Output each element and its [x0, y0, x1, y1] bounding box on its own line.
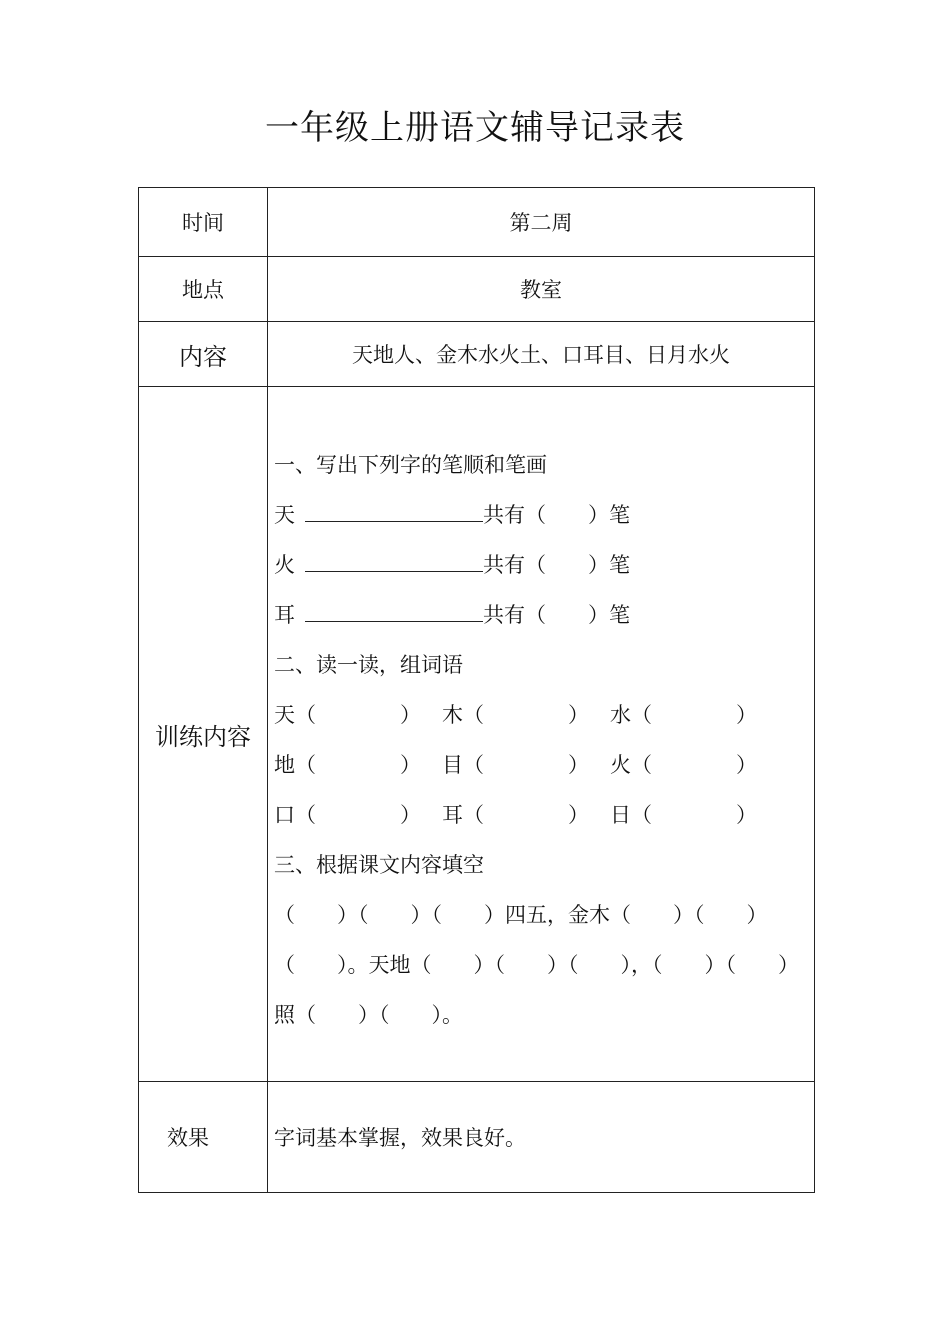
stroke-order-blank[interactable] — [305, 491, 483, 522]
section1-heading: 一、写出下列字的笔顺和笔画 — [274, 453, 547, 477]
word-blank: 火（ ） — [610, 753, 757, 777]
word-blank: 耳（ ） — [442, 803, 589, 827]
stroke-order-blank[interactable] — [305, 541, 483, 572]
stroke-count-text: 共有（ ）笔 — [483, 553, 630, 577]
stroke-item — [274, 590, 814, 640]
section3-heading: 三、根据课文内容填空 — [274, 853, 484, 877]
stroke-count-text: 共有（ ）笔 — [483, 603, 630, 627]
word-blank: 日（ ） — [610, 803, 757, 827]
record-table — [138, 187, 815, 1193]
row-effect — [139, 1082, 815, 1193]
time-label: 时间 — [139, 188, 268, 257]
word-row — [274, 740, 814, 790]
training-body — [274, 440, 814, 1040]
row-content — [139, 322, 815, 387]
fill-line: （ ）（ ）（ ）四五，金木（ ）（ ） — [274, 903, 768, 927]
stroke-count-text: 共有（ ）笔 — [483, 503, 630, 527]
word-blank: 地（ ） — [274, 753, 421, 777]
word-blank: 天（ ） — [274, 703, 421, 727]
time-value: 第二周 — [268, 188, 815, 257]
word-row — [274, 790, 814, 840]
fill-line: 照（ ）（ ）。 — [274, 1003, 463, 1027]
row-time — [139, 188, 815, 257]
training-label: 训练内容 — [139, 387, 268, 1082]
fill-line: （ ）。天地（ ）（ ）（ ），（ ）（ ） — [274, 953, 799, 977]
row-place — [139, 257, 815, 322]
page-title: 一年级上册语文辅导记录表 — [265, 108, 685, 148]
place-label: 地点 — [139, 257, 268, 322]
stroke-item — [274, 490, 814, 540]
section2-heading: 二、读一读，组词语 — [274, 653, 463, 677]
word-blank: 木（ ） — [442, 703, 589, 727]
content-value: 天地人、金木水火土、口耳目、日月水火 — [268, 322, 815, 387]
effect-value: 字词基本掌握，效果良好。 — [268, 1082, 815, 1193]
stroke-char: 耳 — [274, 603, 295, 627]
training-cell — [268, 387, 815, 1082]
stroke-char: 火 — [274, 553, 295, 577]
stroke-item — [274, 540, 814, 590]
stroke-order-blank[interactable] — [305, 591, 483, 622]
content-label: 内容 — [139, 322, 268, 387]
word-blank: 目（ ） — [442, 753, 589, 777]
row-training — [139, 387, 815, 1082]
word-row — [274, 690, 814, 740]
place-value: 教室 — [268, 257, 815, 322]
effect-label: 效果 — [139, 1082, 268, 1193]
stroke-char: 天 — [274, 503, 295, 527]
word-blank: 水（ ） — [610, 703, 757, 727]
word-blank: 口（ ） — [274, 803, 421, 827]
